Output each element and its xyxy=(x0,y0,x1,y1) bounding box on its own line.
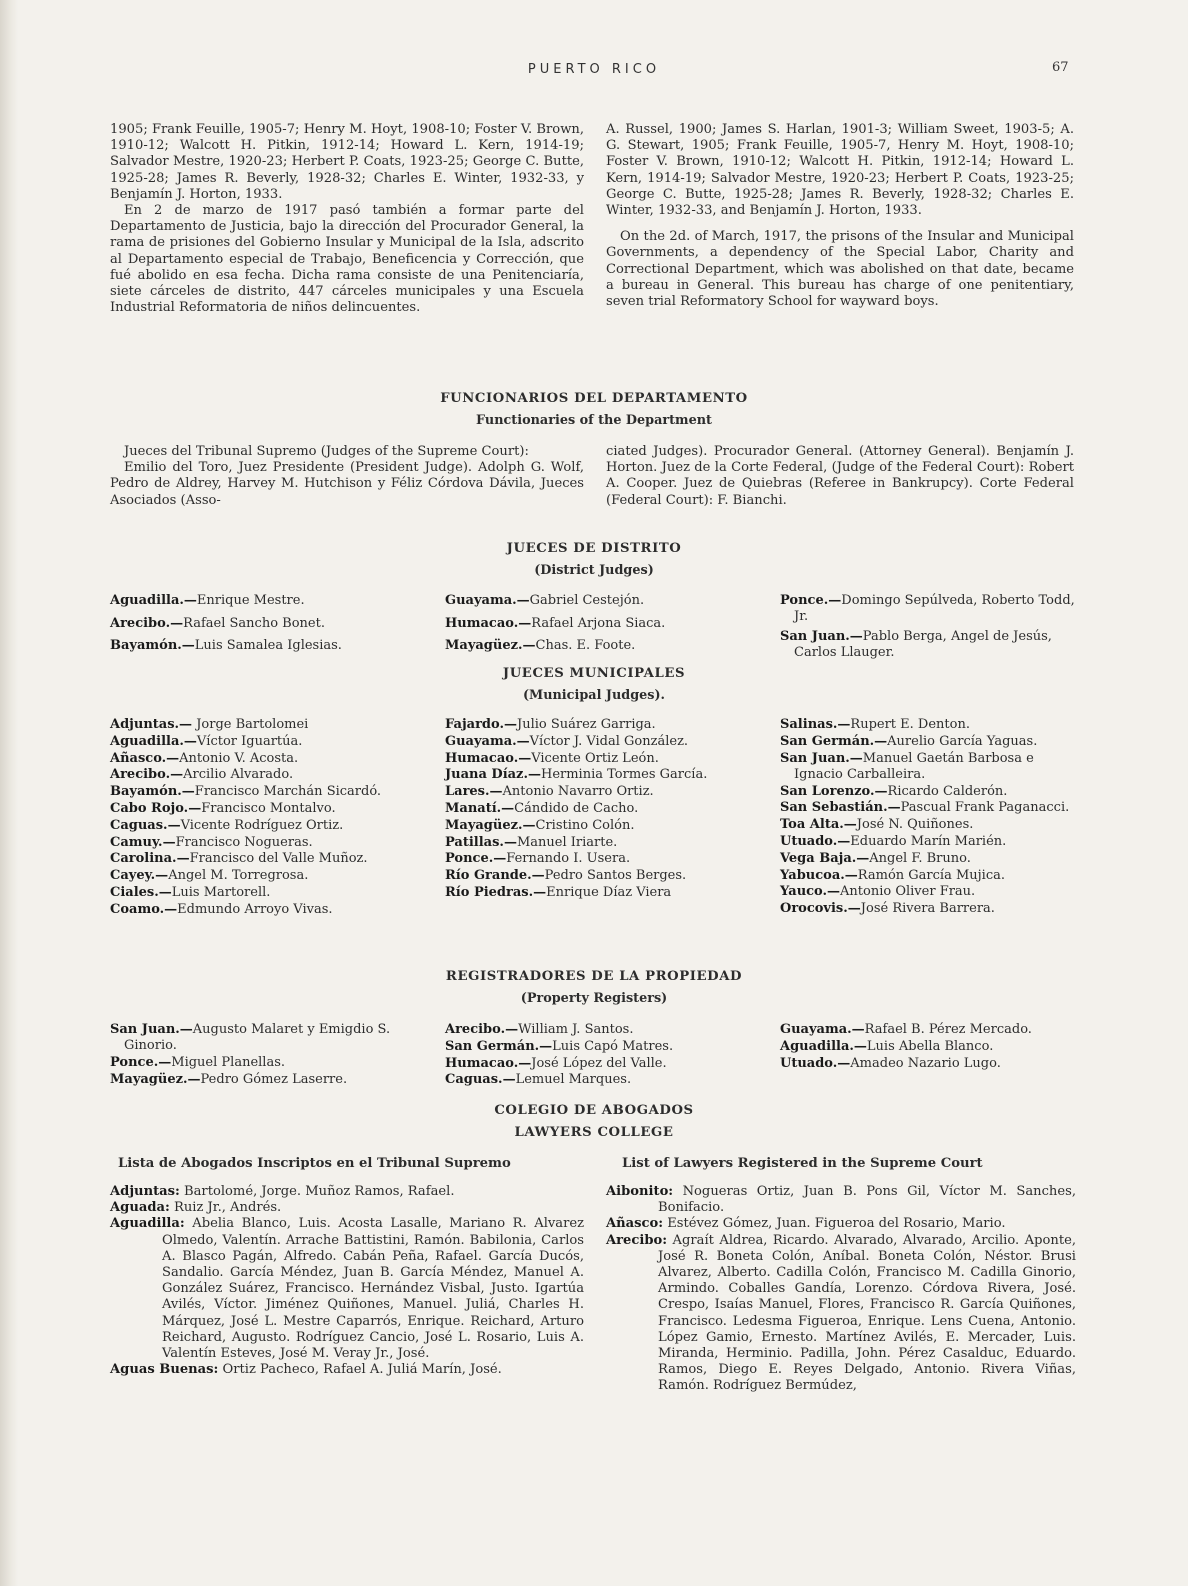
list-item: Humacao.—Vicente Ortiz León. xyxy=(445,750,659,766)
list-item: Humacao.—Rafael Arjona Siaca. xyxy=(445,615,666,631)
lawyers-left-list xyxy=(110,1184,584,1378)
list-item: Ponce.—Miguel Planellas. xyxy=(110,1055,286,1070)
list-item: Camuy.—Francisco Nogueras. xyxy=(110,834,313,850)
list-item: Mayagüez.—Cristino Colón. xyxy=(445,817,635,833)
list-item: Ponce.—Domingo Sepúlveda, Roberto Todd, Jr. xyxy=(780,593,1075,625)
lawyers-college-heading: COLEGIO DE ABOGADOS xyxy=(494,1103,694,1118)
functionaries-right-paragraph: ciated Judges). Procurador General. (Attorney General). Benjamín J. Horton. Juez de la Corte Federal, (Judge of the Federal Court): Robert A. Cooper. Juez de Quiebras (Referee in Bankrupcy). Corte Federal (Federal Court): F. Bianchi. xyxy=(606,444,1074,508)
list-item: Guayama.—Víctor J. Vidal González. xyxy=(445,733,689,749)
property-registers-col1 xyxy=(110,1022,410,1089)
list-item: Arecibo.—Rafael Sancho Bonet. xyxy=(110,615,325,631)
municipal-judges-heading: JUECES MUNICIPALES xyxy=(502,666,686,681)
list-item: Guayama.—Rafael B. Pérez Mercado. xyxy=(780,1022,1032,1037)
list-item: Bayamón.—Francisco Marchán Sicardó. xyxy=(110,784,382,800)
municipal-judges-col1 xyxy=(110,717,410,919)
list-item: Río Piedras.—Enrique Díaz Viera xyxy=(445,884,672,900)
list-item: Aguas Buenas: Ortiz Pacheco, Rafael A. Juliá Marín, José. xyxy=(110,1362,502,1378)
list-item: Coamo.—Edmundo Arroyo Vivas. xyxy=(110,901,333,917)
list-item: Arecibo: Agraít Aldrea, Ricardo. Alvarado, Alvarado, Arcilio. Aponte, José R. Boneta Colón, Aníbal. Boneta Colón, Néstor. Brusi Alvarez, Alberto. Cadilla Colón, Francisco M. Cadilla Ginorio, Armindo. Coballes Gandía, Lorenzo. Córdova Rivera, José. Crespo, Isaías Manuel, Flores, Francisco R. García Quiñones, Francisco. Ledesma Figueroa, Enrique. Lens Cuena, Antonio. López Gamio, Ernesto. Martínez Avilés, E. Mercader, Luis. Miranda, Herminio. Padilla, John. Pérez Casalduc, Eduardo. Ramos, Diego E. Reyes Delgado, Antonio. Rivera Viñas, Ramón. Rodríguez Bermúdez, xyxy=(606,1232,1076,1394)
municipal-judges-subheading: (Municipal Judges). xyxy=(522,688,665,703)
district-judges-col3 xyxy=(780,593,1076,664)
lawyers-right-title: List of Lawyers Registered in the Supreme Court xyxy=(622,1156,983,1171)
list-item: Fajardo.—Julio Suárez Garriga. xyxy=(445,717,656,732)
functionaries-left-paragraph-1: Jueces del Tribunal Supremo (Judges of the Supreme Court): xyxy=(124,444,529,459)
municipal-judges-col3 xyxy=(780,717,1076,918)
list-item: San Lorenzo.—Ricardo Calderón. xyxy=(780,783,1008,799)
list-item: San Juan.—Pablo Berga, Angel de Jesús, Carlos Llauger. xyxy=(780,628,1052,660)
list-item: Manatí.—Cándido de Cacho. xyxy=(445,800,639,816)
intro-es-paragraph-1: 1905; Frank Feuille, 1905-7; Henry M. Hoyt, 1908-10; Foster V. Brown, 1910-12; Walcott H. Pitkin, 1912-14; Howard L. Kern, 1914-19; Salvador Mestre, 1920-23; Herbert P. Coats, 1923-25; George C. Butte, 1925-28; James R. Beverly, 1928-32; Charles E. Winter, 1932-33, y Benjamín J. Horton, 1933. xyxy=(110,122,584,202)
page-number: 67 xyxy=(1052,60,1069,75)
running-title: PUERTO RICO xyxy=(527,62,661,77)
list-item: Mayagüez.—Pedro Gómez Laserre. xyxy=(110,1071,348,1087)
list-item: Aibonito: Nogueras Ortiz, Juan B. Pons Gil, Víctor M. Sanches, Bonifacio. xyxy=(606,1184,1076,1216)
list-item: Arecibo.—William J. Santos. xyxy=(445,1022,634,1037)
list-item: Salinas.—Rupert E. Denton. xyxy=(780,717,970,732)
municipal-judges-col2 xyxy=(445,717,745,902)
district-judges-heading: JUECES DE DISTRITO xyxy=(506,541,682,556)
list-item: Ciales.—Luis Martorell. xyxy=(110,884,271,900)
functionaries-left-column xyxy=(110,444,584,509)
list-item: Aguadilla.—Enrique Mestre. xyxy=(110,593,305,608)
district-judges-col2 xyxy=(445,593,765,661)
list-item: Toa Alta.—José N. Quiñones. xyxy=(780,817,974,833)
list-item: Río Grande.—Pedro Santos Berges. xyxy=(445,868,687,884)
list-item: Yauco.—Antonio Oliver Frau. xyxy=(780,884,976,900)
list-item: Aguada: Ruiz Jr., Andrés. xyxy=(110,1200,282,1216)
list-item: Carolina.—Francisco del Valle Muñoz. xyxy=(110,851,368,867)
list-item: San Sebastián.—Pascual Frank Paganacci. xyxy=(780,800,1070,816)
property-registers-heading: REGISTRADORES DE LA PROPIEDAD xyxy=(445,969,743,984)
intro-english-column xyxy=(606,122,1074,310)
lawyers-college-subheading: LAWYERS COLLEGE xyxy=(514,1125,674,1140)
list-item: Utuado.—Eduardo Marín Marién. xyxy=(780,833,1007,849)
list-item: Aguadilla.—Luis Abella Blanco. xyxy=(780,1038,994,1054)
lawyers-left-title: Lista de Abogados Inscriptos en el Tribunal Supremo xyxy=(118,1156,511,1171)
list-item: Adjuntas.— Jorge Bartolomei xyxy=(110,717,309,732)
list-item: Orocovis.—José Rivera Barrera. xyxy=(780,901,995,917)
list-item: San Juan.—Manuel Gaetán Barbosa e Ignacio Carballeira. xyxy=(780,750,1034,782)
property-registers-col3 xyxy=(780,1022,1076,1072)
intro-en-paragraph-2: On the 2d. of March, 1917, the prisons of the Insular and Municipal Governments, a dependency of the Special Labor, Charity and Correctional Department, which was abolished on that date, became a bureau in General. This bureau has charge of one penitentiary, seven trial Reformatory School for wayward boys. xyxy=(606,229,1074,310)
list-item: Caguas.—Lemuel Marques. xyxy=(445,1072,632,1088)
district-judges-col1 xyxy=(110,593,430,661)
list-item: Añasco: Estévez Gómez, Juan. Figueroa del Rosario, Mario. xyxy=(606,1216,1006,1232)
intro-spanish-column xyxy=(110,122,584,316)
property-registers-subheading: (Property Registers) xyxy=(520,991,668,1006)
list-item: Patillas.—Manuel Iriarte. xyxy=(445,834,618,850)
list-item: San Juan.—Augusto Malaret y Emigdio S. Ginorio. xyxy=(110,1022,391,1054)
list-item: Aguadilla: Abelia Blanco, Luis. Acosta Lasalle, Mariano R. Alvarez Olmedo, Valentín. Arrache Battistini, Ramón. Babilonia, Carlos A. Blasco Pagán, Alfredo. Cabán Peña, Rafael. García Ducós, Sandalio. García Méndez, Juan B. García Méndez, Manuel A. González Suárez, Francisco. Hernández Visbal, Justo. Igartúa Avilés, Víctor. Jiménez Quiñones, Manuel. Juliá, Charles H. Márquez, José L. Mestre Caparrós, Enrique. Reichard, Arturo Reichard, Augusto. Rodríguez Cancio, José L. Rosario, Luis A. Valentín Esteves, José M. Veray Jr., José. xyxy=(110,1216,584,1362)
list-item: Guayama.—Gabriel Cestejón. xyxy=(445,593,645,608)
list-item: Añasco.—Antonio V. Acosta. xyxy=(110,750,299,766)
list-item: Adjuntas: Bartolomé, Jorge. Muñoz Ramos, Rafael. xyxy=(110,1184,455,1199)
list-item: Aguadilla.—Víctor Iguartúa. xyxy=(110,733,303,749)
list-item: Utuado.—Amadeo Nazario Lugo. xyxy=(780,1055,1001,1071)
list-item: Caguas.—Vicente Rodríguez Ortiz. xyxy=(110,817,344,833)
list-item: Vega Baja.—Angel F. Bruno. xyxy=(780,850,971,866)
list-item: San Germán.—Aurelio García Yaguas. xyxy=(780,733,1038,749)
page-edge-shadow xyxy=(0,0,18,1586)
intro-en-paragraph-1: A. Russel, 1900; James S. Harlan, 1901-3; William Sweet, 1903-5; A. G. Stewart, 1905; Frank Feuille, 1905-7, Henry M. Hoyt, 1908-10; Foster V. Brown, 1910-12; Walcott H. Pitkin, 1912-14; Howard L. Kern, 1914-19; Salvador Mestre, 1920-23; Herbert P. Coats, 1923-25; George C. Butte, 1925-28; James R. Beverly, 1928-32; Charles E. Winter, 1932-33, and Benjamín J. Horton, 1933. xyxy=(606,122,1074,219)
list-item: Ponce.—Fernando I. Usera. xyxy=(445,851,631,867)
lawyers-right-list xyxy=(606,1184,1076,1395)
list-item: Lares.—Antonio Navarro Ortiz. xyxy=(445,784,654,800)
functionaries-left-paragraph-2: Emilio del Toro, Juez Presidente (President Judge). Adolph G. Wolf, Pedro de Aldrey, Harvey M. Hutchison y Féliz Córdova Dávila, Jueces Asociados (Asso- xyxy=(110,460,584,508)
functionaries-heading: FUNCIONARIOS DEL DEPARTAMENTO xyxy=(440,391,748,406)
list-item: Cabo Rojo.—Francisco Montalvo. xyxy=(110,800,336,816)
district-judges-subheading: (District Judges) xyxy=(534,563,654,578)
list-item: Bayamón.—Luis Samalea Iglesias. xyxy=(110,638,342,654)
list-item: Mayagüez.—Chas. E. Foote. xyxy=(445,638,636,654)
list-item: Arecibo.—Arcilio Alvarado. xyxy=(110,767,294,783)
list-item: Yabucoa.—Ramón García Mujica. xyxy=(780,867,1005,883)
list-item: San Germán.—Luis Capó Matres. xyxy=(445,1038,674,1054)
property-registers-col2 xyxy=(445,1022,745,1089)
list-item: Cayey.—Angel M. Torregrosa. xyxy=(110,868,309,884)
functionaries-subheading: Functionaries of the Department xyxy=(476,413,712,428)
intro-es-paragraph-2: En 2 de marzo de 1917 pasó también a formar parte del Departamento de Justicia, bajo la dirección del Procurador General, la rama de prisiones del Gobierno Insular y Municipal de la Isla, adscrito al Departamento especial de Trabajo, Beneficencia y Corrección, que fué abolido en esa fecha. Dicha rama consiste de una Penitenciaría, siete cárceles de distrito, 447 cárceles municipales y una Escuela Industrial Reformatoria de niños delincuentes. xyxy=(110,203,584,316)
list-item: Juana Díaz.—Herminia Tormes García. xyxy=(445,767,708,783)
functionaries-right-column xyxy=(606,444,1074,509)
list-item: Humacao.—José López del Valle. xyxy=(445,1055,667,1071)
